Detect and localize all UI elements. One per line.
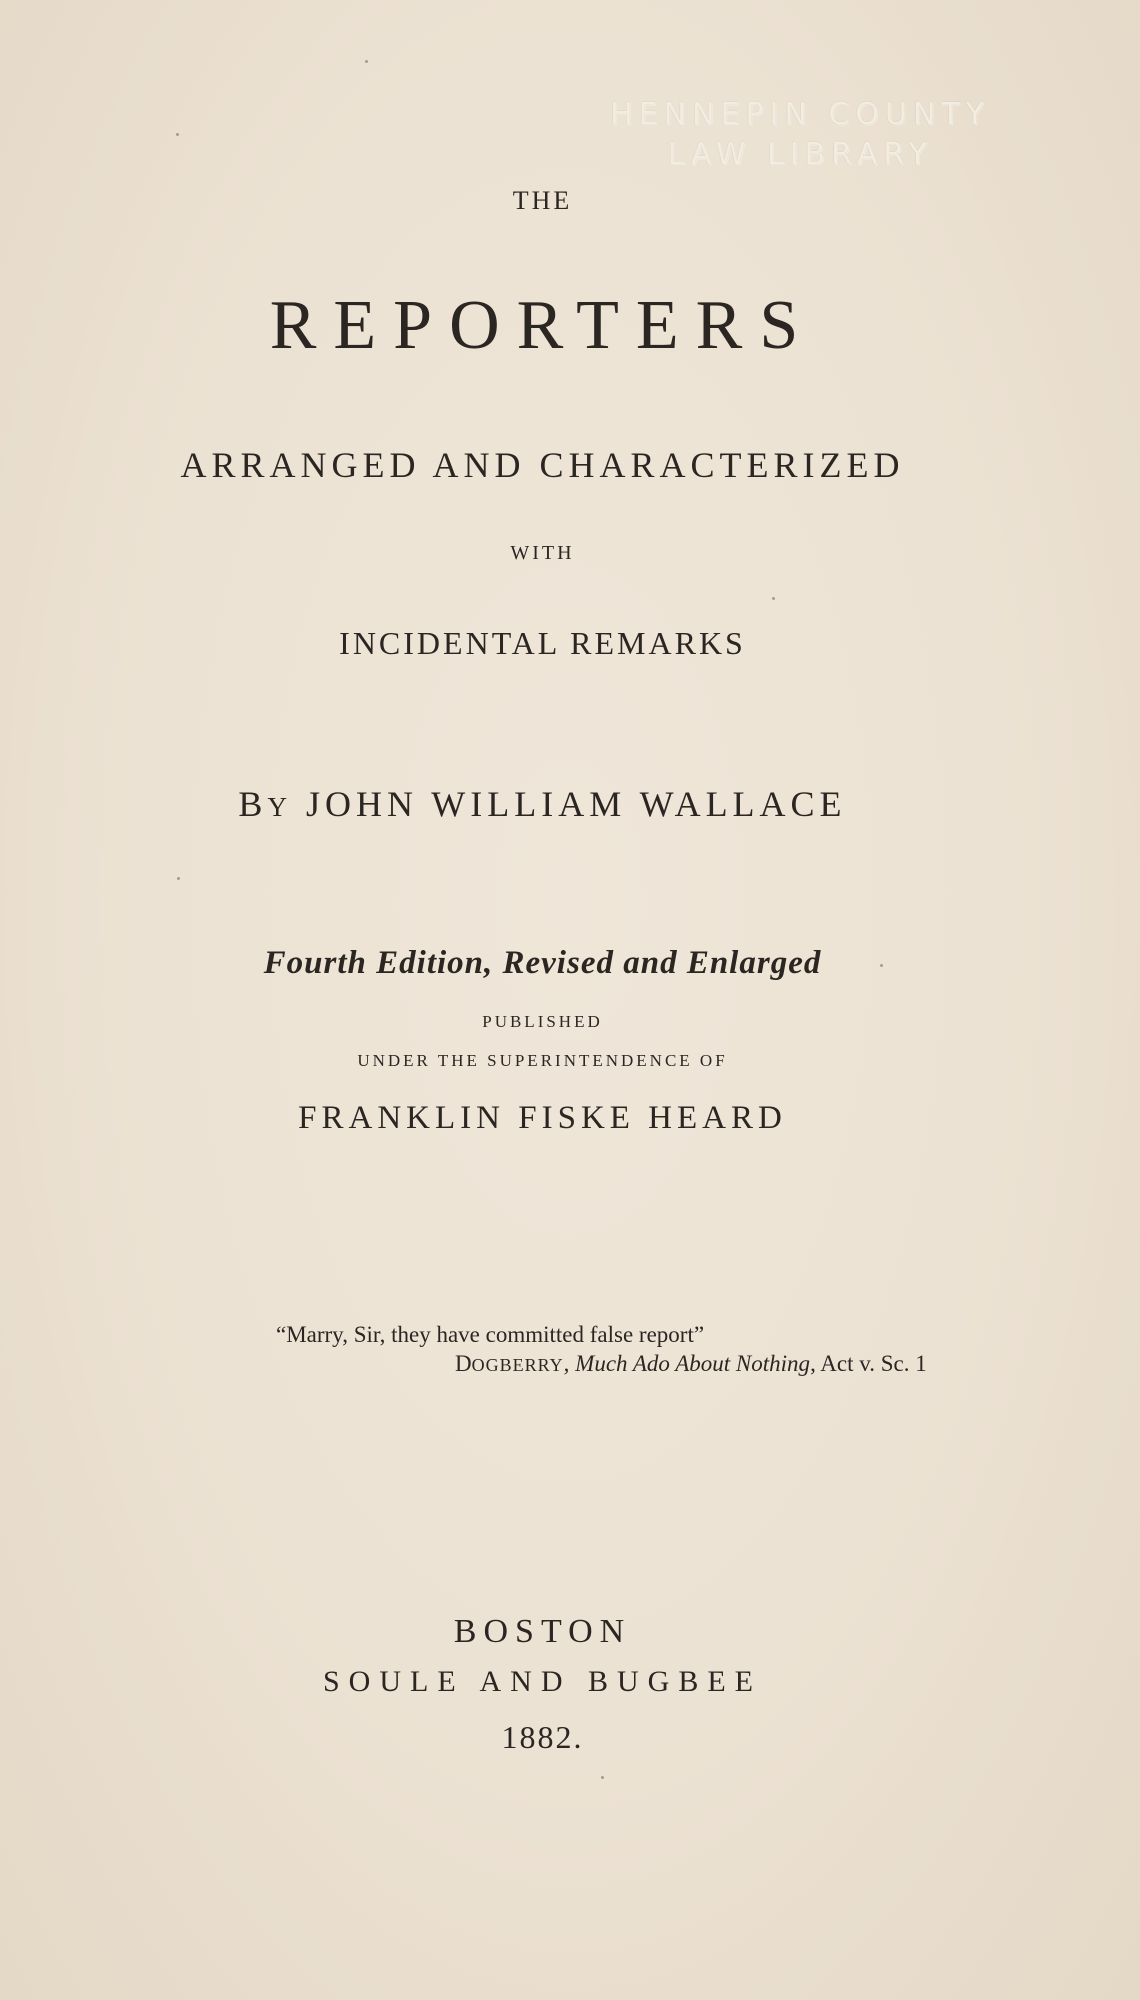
epigraph-attribution [455,1351,927,1377]
paper-speck [601,1776,604,1779]
library-blind-stamp [600,95,1000,175]
epigraph-quote: “Marry, Sir, they have committed false report” [276,1322,705,1347]
speaker-rest: OGBERRY [471,1355,564,1375]
imprint-city: BOSTON [453,1613,632,1650]
speaker-initial: D [455,1351,472,1376]
published-label: PUBLISHED [482,1012,603,1031]
paper-speck [880,964,883,967]
stamp-line-1: HENNEPIN COUNTY [610,97,990,132]
author-line [0,783,1085,825]
paper-speck [772,597,775,600]
paper-speck [365,60,368,63]
book-subtitle: ARRANGED AND CHARACTERIZED [180,445,905,485]
editor-name: FRANKLIN FISKE HEARD [298,1100,787,1136]
imprint-publisher: SOULE AND BUGBEE [322,1665,762,1698]
act-scene-reference: , Act v. Sc. 1 [810,1351,927,1376]
edition-statement: Fourth Edition, Revised and Enlarged [263,945,822,981]
paper-speck [177,877,180,880]
author-prefix-initial: B [238,784,268,824]
work-title: Much Ado About Nothing [575,1351,811,1376]
subtitle-connector: WITH [510,542,575,564]
attribution-separator: , [563,1351,576,1376]
stamp-line-2: LAW LIBRARY [667,137,933,172]
subtitle-remarks: INCIDENTAL REMARKS [339,625,746,661]
book-title: REPORTERS [269,287,816,364]
author-name: JOHN WILLIAM WALLACE [305,784,847,824]
imprint-year: 1882. [501,1719,584,1755]
superintendence-label: UNDER THE SUPERINTENDENCE OF [357,1051,728,1070]
author-prefix-rest: Y [267,792,292,822]
title-article: THE [512,186,573,215]
paper-speck [176,133,179,136]
